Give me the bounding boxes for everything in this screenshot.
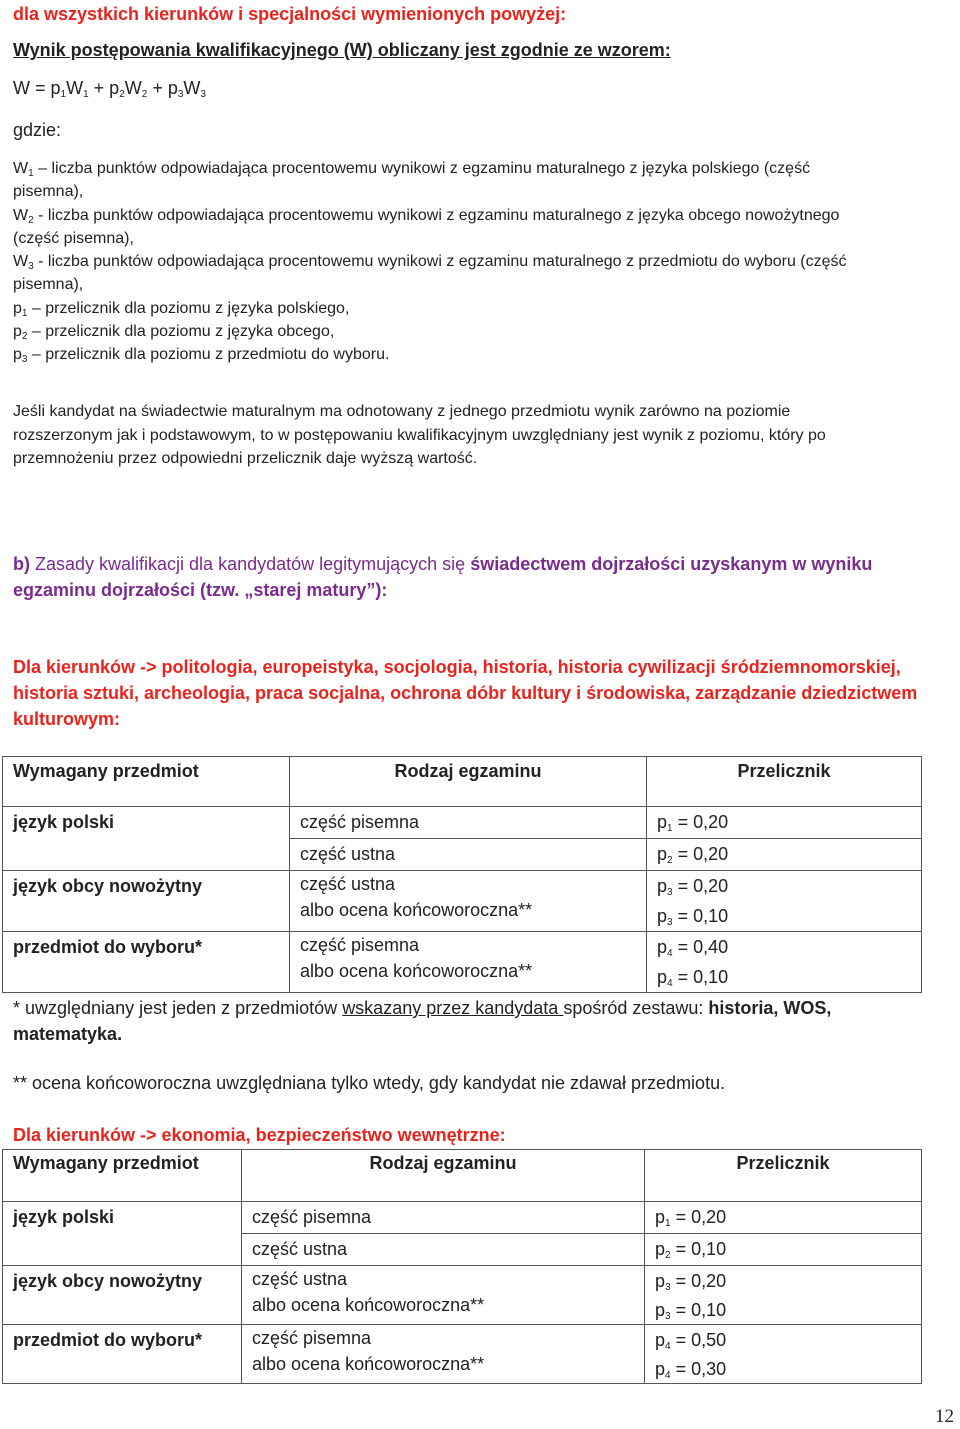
header-factor: Przelicznik [647,757,922,807]
row-exam: część pisemna część ustna [242,1202,645,1266]
group2-heading: Dla kierunków -> ekonomia, bezpieczeństwo wewnętrzne: [13,1125,506,1145]
row-factor: $p_1 = 0,20$ $p_2 = 0,10$ [645,1202,922,1266]
row-subject: język obcy nowożytny [3,1266,242,1325]
table-row [3,1325,922,1384]
row-factor: $p_4 = 0,50$ $p_4 = 0,30$ [645,1325,922,1384]
section-b-heading: b) Zasady kwalifikacji dla kandydatów legitymujących się świadectwem dojrzałości uzyskanym w wyniku egzaminu dojrzałości (tzw. „starej matury”): [13,554,873,600]
group1-heading: Dla kierunków -> politologia, europeistyka, socjologia, historia, historia cywilizacji śródziemnomorskiej, historia sztuki, archeologia, praca socjalna, ochrona dóbr kultury i środowiska, zarządzanie dziedzictwem kulturowym: [13,657,918,729]
table-row [3,871,922,932]
note-line: przemnożeniu przez odpowiedni przelicznik daje wyższą wartość. [13,450,478,467]
table-header-row [3,1150,922,1202]
where-label: gdzie: [13,120,62,140]
note-line: rozszerzonym jak i podstawowym, to w postępowaniu kwalifikacyjnym uwzględniany jest wynik z poziomu, który po [13,426,826,444]
level-note [13,400,826,471]
row-factor: $p_3 = 0,20$ $p_3 = 0,10$ [645,1266,922,1325]
row-exam: część pisemna albo ocena końcoworoczna** [242,1325,645,1384]
row-factor: $p_3 = 0,20$ $p_3 = 0,10$ [647,871,922,932]
table-row [3,1266,922,1325]
table-header-row [3,757,922,807]
row-exam: część ustna albo ocena końcoworoczna** [290,871,647,932]
table-row [3,1202,922,1266]
note-line: Jeśli kandydat na świadectwie maturalnym ma odnotowany z jednego przedmiotu wynik zarówno na poziomie [13,403,791,420]
definition-w2-cont: (część pisemna), [13,229,134,247]
row-factor: $p_4 = 0,40$ $p_4 = 0,10$ [647,932,922,993]
definition-w3: $W_3$ - liczba punktów odpowiadająca procentowemu wynikowi z egzaminu maturalnego z przedmiotu do wyboru (część [13,253,847,273]
group1-table [2,756,922,993]
table-row [3,932,922,993]
header-subject: Wymagany przedmiot [3,1150,242,1202]
header-exam: Rodzaj egzaminu [290,757,647,807]
footnote-subject-choice: * uwzględniany jest jeden z przedmiotów wskazany przez kandydata spośród zestawu: historia, WOS, matematyka. [13,998,832,1044]
row-subject: język polski [3,1202,242,1266]
row-exam: część ustna albo ocena końcoworoczna** [242,1266,645,1325]
row-exam: część pisemna część ustna [290,807,647,871]
row-subject: przedmiot do wyboru* [3,932,290,993]
header-exam: Rodzaj egzaminu [242,1150,645,1202]
definition-w1-cont: pisemna), [13,183,84,201]
definition-w3-cont: pisemna), [13,276,84,294]
definition-p3: $p_3$ – przelicznik dla poziomu z przedmiotu do wyboru. [13,346,390,366]
header-subject: Wymagany przedmiot [3,757,290,807]
page-number: 12 [935,1406,954,1427]
definitions-list [13,157,847,367]
formula-title: Wynik postępowania kwalifikacyjnego (W) obliczany jest zgodnie ze wzorem: [13,40,671,60]
row-subject: przedmiot do wyboru* [3,1325,242,1384]
section-heading: dla wszystkich kierunków i specjalności wymienionych powyżej: [13,4,567,24]
header-factor: Przelicznik [645,1150,922,1202]
definition-p1: $p_1$ – przelicznik dla poziomu z języka polskiego, [13,299,350,319]
definition-w2: $W_2$ - liczba punktów odpowiadająca procentowemu wynikowi z egzaminu maturalnego z języka obcego nowożytnego [13,206,840,226]
table-row [3,807,922,871]
definition-p2: $p_2$ – przelicznik dla poziomu z języka obcego, [13,323,335,343]
row-exam: część pisemna albo ocena końcoworoczna** [290,932,647,993]
formula: $W = p_1W_1 + p_2W_2 + p_3W_3$ [13,78,206,100]
definition-w1: $W_1$ – liczba punktów odpowiadająca procentowemu wynikowi z egzaminu maturalnego z języka polskiego (część [13,160,811,179]
row-factor: $p_1 = 0,20$ $p_2 = 0,20$ [647,807,922,871]
group2-table [2,1149,922,1384]
row-subject: język obcy nowożytny [3,871,290,932]
footnote-final-grade: ** ocena końcoworoczna uwzględniana tylko wtedy, gdy kandydat nie zdawał przedmiotu. [13,1073,726,1093]
row-subject: język polski [3,807,290,871]
